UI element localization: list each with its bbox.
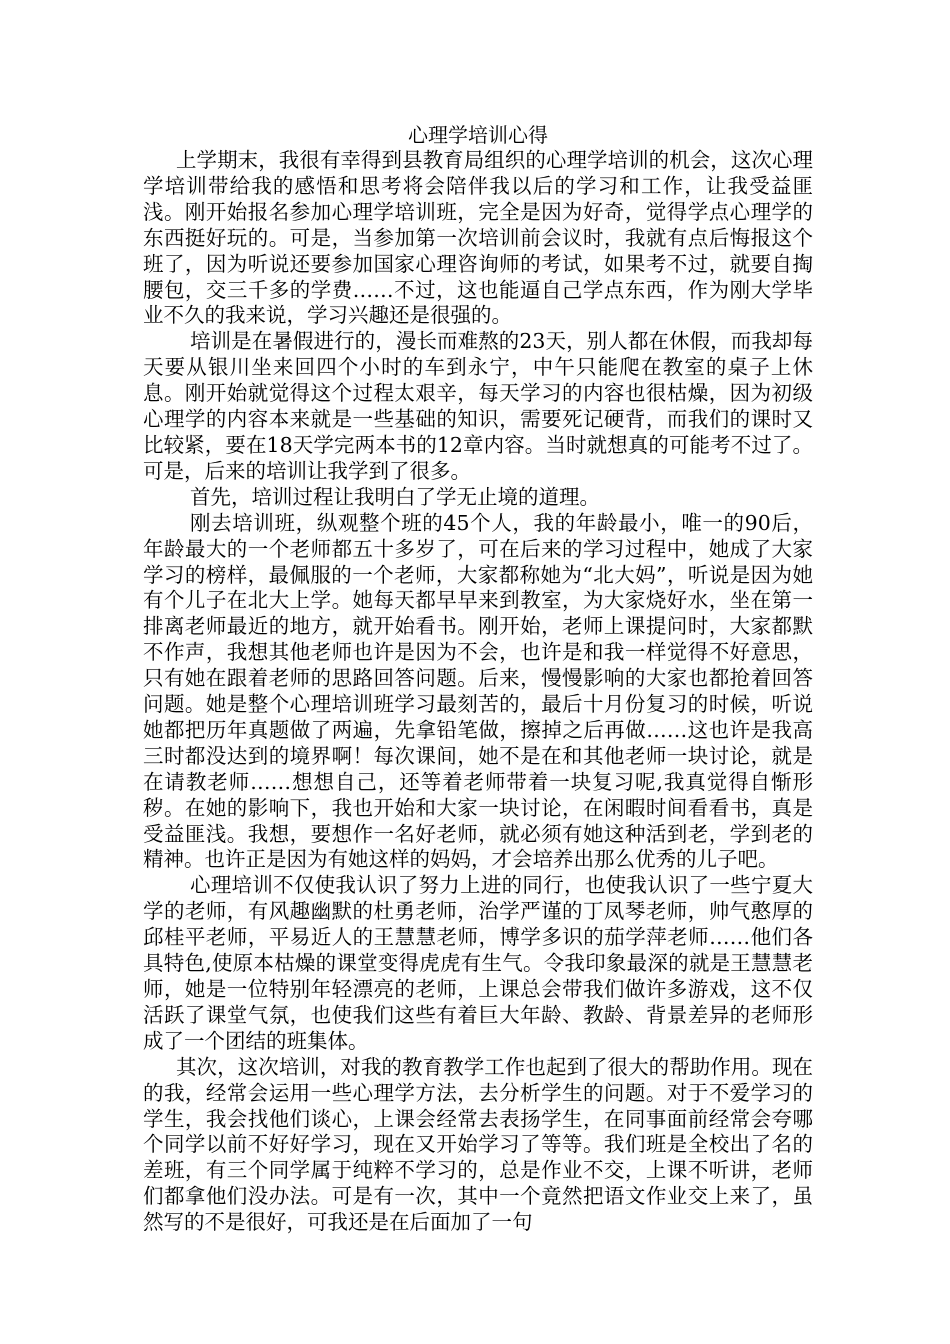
- document-page: [143, 122, 813, 1236]
- paragraph-intro: 上学期末，我很有幸得到县教育局组织的心理学培训的机会，这次心理学培训带给我的感悟和思考将会陪伴我以后的学习和工作，让我受益匪浅。刚开始报名参加心理学培训班，完全是因为好奇，觉得学点心理学的东西挺好玩的。可是，当参加第一次培训前会议时，我就有点后悔报这个班了，因为听说还要参加国家心理咨询师的考试，如果考不过，就要自掏腰包，交三千多的学费……不过，这也能逼自己学点东西，作为刚大学毕业不久的我来说，学习兴趣还是很强的。: [143, 148, 813, 328]
- paragraph-first-point: 首先，培训过程让我明白了学无止境的道理。: [190, 484, 600, 509]
- paragraph-classmate-story: 刚去培训班，纵观整个班的45个人，我的年龄最小，唯一的90后，年龄最大的一个老师都五十多岁了，可在后来的学习过程中，她成了大家学习的榜样，最佩服的一个老师，大家都称她为“北大妈”，听说是因为她有个儿子在北大上学。她每天都早早来到教室，为大家烧好水，坐在第一排离老师最近的地方，就开始看书。刚开始，老师上课提问时，大家都默不作声，我想其他老师也许是因为不会，也许是和我一样觉得不好意思，只有她在跟着老师的思路回答问题。后来，慢慢影响的大家也都抢着回答问题。她是整个心理培训班学习最刻苦的，最后十月份复习的时候，听说她都把历年真题做了两遍，先拿铅笔做，擦掉之后再做……这也许是我高三时都没达到的境界啊！每次课间，她不是在和其他老师一块讨论，就是在请教老师……想想自己，还等着老师带着一块复习呢,我真觉得自惭形秽。在她的影响下，我也开始和大家一块讨论，在闲暇时间看看书，真是受益匪浅。我想，要想作一名好老师，就必须有她这种活到老，学到老的精神。也许正是因为有她这样的妈妈，才会培养出那么优秀的儿子吧。: [143, 510, 813, 872]
- paragraph-training-summer: 培训是在暑假进行的，漫长而难熬的23天，别人都在休假，而我却每天要从银川坐来回四个小时的车到永宁，中午只能爬在教室的桌子上休息。刚开始就觉得这个过程太艰辛，每天学习的内容也很枯燥，因为初级心理学的内容本来就是一些基础的知识，需要死记硬背，而我们的课时又比较紧，要在18天学完两本书的12章内容。当时就想真的可能考不过了。可是，后来的培训让我学到了很多。: [143, 329, 813, 483]
- paragraph-second-point: 其次，这次培训，对我的教育教学工作也起到了很大的帮助作用。现在的我，经常会运用一些心理学方法，去分析学生的问题。对于不爱学习的学生，我会找他们谈心，上课会经常去表扬学生，在同事面前经常会夸哪个同学以前不好好学习，现在又开始学习了等等。我们班是全校出了名的差班，有三个同学属于纯粹不学习的，总是作业不交，上课不听讲，老师们都拿他们没办法。可是有一次，其中一个竟然把语文作业交上来了，虽然写的不是很好，可我还是在后面加了一句: [143, 1054, 813, 1235]
- document-title: 心理学培训心得: [408, 123, 548, 147]
- paragraph-teachers: 心理培训不仅使我认识了努力上进的同行，也使我认识了一些宁夏大学的老师，有风趣幽默的杜勇老师，治学严谨的丁凤琴老师，帅气憨厚的邱桂平老师，平易近人的王慧慧老师，博学多识的茄学萍老师……他们各具特色,使原本枯燥的课堂变得虎虎有生气。令我印象最深的就是王慧慧老师，她是一位特别年轻漂亮的老师，上课总会带我们做许多游戏，这不仅活跃了课堂气氛，也使我们这些有着巨大年龄、教龄、背景差异的老师形成了一个团结的班集体。: [143, 873, 813, 1053]
